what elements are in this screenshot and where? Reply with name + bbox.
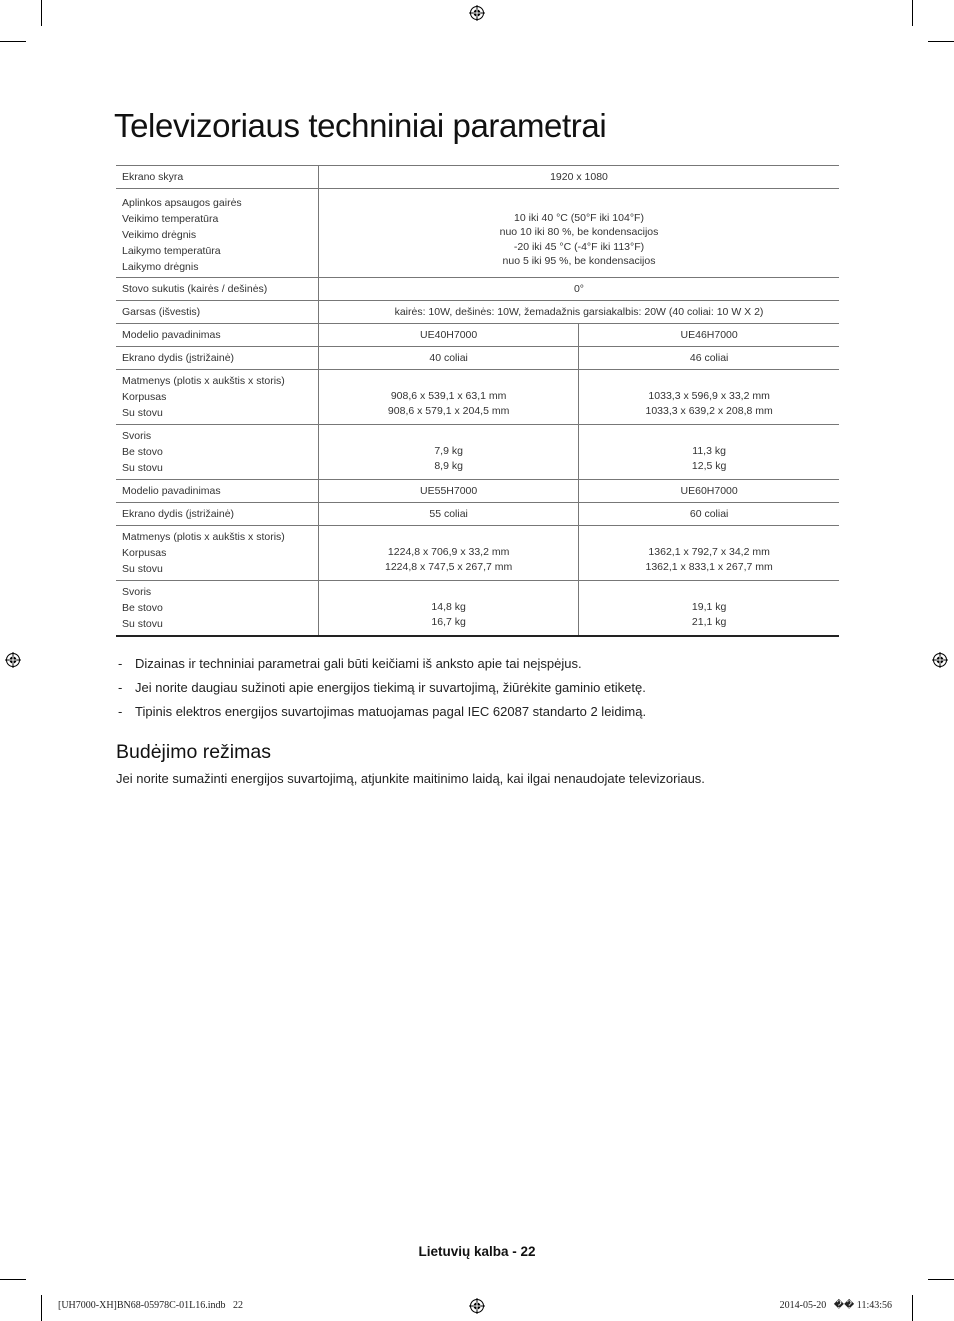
size-a: 40 coliai [319, 347, 579, 370]
value-line: 1362,1 x 792,7 x 34,2 mm [648, 546, 770, 558]
weight-a [319, 425, 579, 480]
label-line: Svoris [122, 586, 152, 598]
value-line: 19,1 kg [691, 601, 727, 613]
row-label [116, 370, 319, 425]
model-a: UE40H7000 [319, 324, 579, 347]
crop-mark [928, 1279, 954, 1280]
table-row [116, 425, 839, 480]
page-number: Lietuvių kalba - 22 [418, 1244, 536, 1259]
row-label [116, 581, 319, 637]
value-line: 14,8 kg [431, 601, 466, 613]
label-line: Su stovu [122, 618, 163, 630]
label-line: Veikimo drėgnis [122, 229, 197, 241]
notes-list [118, 654, 838, 726]
size-b: 60 coliai [579, 503, 839, 526]
section-body: Jei norite sumažinti energijos suvartojimą, atjunkite maitinimo laidą, kai ilgai nenaudojate televizoriaus. [116, 771, 705, 786]
table-row [116, 480, 839, 503]
value-line: 8,9 kg [434, 460, 463, 472]
crosshair-registration-icon [5, 652, 21, 668]
weight-a [319, 581, 579, 637]
value-line: 11,3 kg [692, 445, 726, 457]
table-row [116, 526, 839, 581]
crosshair-registration-icon [469, 1298, 485, 1314]
label-line: Su stovu [122, 563, 163, 575]
weight-b [579, 425, 839, 480]
list-dash: - [118, 704, 123, 719]
row-label: Modelio pavadinimas [116, 480, 319, 503]
dims-a [319, 526, 579, 581]
label-line: Veikimo temperatūra [122, 213, 219, 225]
spec-table [116, 165, 839, 637]
list-dash: - [118, 656, 123, 671]
dims-a [319, 370, 579, 425]
page-title: Televizoriaus techniniai parametrai [114, 107, 607, 144]
table-row [116, 166, 839, 189]
crop-mark [928, 41, 954, 42]
value-line: 21,1 kg [691, 616, 727, 628]
table-row [116, 301, 839, 324]
value-line: nuo 5 iki 95 %, be kondensacijos [502, 255, 656, 267]
file-info: [UH7000-XH]BN68-05978C-01L16.indb 22 [58, 1300, 243, 1311]
model-a: UE55H7000 [319, 480, 579, 503]
label-line: Svoris [122, 430, 152, 442]
label-line: Su stovu [122, 462, 163, 474]
row-value: 1920 x 1080 [319, 166, 840, 189]
label-line: Matmenys (plotis x aukštis x storis) [122, 531, 285, 543]
row-label: Stovo sukutis (kairės / dešinės) [116, 278, 319, 301]
crop-mark [912, 0, 913, 26]
row-label: Ekrano dydis (įstrižainė) [116, 347, 319, 370]
row-label: Ekrano skyra [116, 166, 319, 189]
value-line: 1033,3 x 639,2 x 208,8 mm [645, 405, 773, 417]
table-row [116, 278, 839, 301]
label-line: Laikymo drėgnis [122, 261, 199, 273]
weight-b [579, 581, 839, 637]
value-line: 908,6 x 539,1 x 63,1 mm [390, 390, 507, 402]
note-text: Dizainas ir techniniai parametrai gali būti keičiami iš anksto apie tai neįspėjus. [135, 656, 582, 671]
table-row [116, 503, 839, 526]
table-row [116, 370, 839, 425]
value-line: 16,7 kg [431, 616, 466, 628]
value-line: 1362,1 x 833,1 x 267,7 mm [645, 561, 773, 573]
label-line: Matmenys (plotis x aukštis x storis) [122, 375, 285, 387]
table-row [116, 189, 839, 278]
crop-mark [912, 1295, 913, 1321]
list-item [118, 654, 838, 678]
crop-mark [41, 0, 42, 26]
section-heading: Budėjimo režimas [116, 741, 271, 763]
value-line: -20 iki 45 °C (-4°F iki 113°F) [513, 240, 645, 253]
size-a: 55 coliai [319, 503, 579, 526]
row-label: Garsas (išvestis) [116, 301, 319, 324]
table-row [116, 324, 839, 347]
value-line: 1033,3 x 596,9 x 33,2 mm [648, 390, 770, 402]
print-timestamp: 2014-05-20 �� 11:43:56 [779, 1300, 892, 1311]
list-dash: - [118, 680, 123, 695]
size-b: 46 coliai [579, 347, 839, 370]
crosshair-registration-icon [932, 652, 948, 668]
value-line: 1224,8 x 706,9 x 33,2 mm [387, 546, 510, 558]
row-label [116, 425, 319, 480]
dims-b [579, 370, 839, 425]
value-line: 12,5 kg [691, 460, 727, 472]
crosshair-registration-icon [469, 5, 485, 21]
crop-mark [0, 41, 26, 42]
value-line: 10 iki 40 °C (50°F iki 104°F) [514, 211, 644, 224]
label-line: Korpusas [122, 547, 167, 559]
model-b: UE46H7000 [579, 324, 839, 347]
value-line: 7,9 kg [434, 445, 463, 457]
row-value: kairės: 10W, dešinės: 10W, žemadažnis garsiakalbis: 20W (40 coliai: 10 W X 2) [319, 301, 840, 324]
list-item [118, 702, 838, 726]
row-value [319, 189, 840, 278]
note-text: Tipinis elektros energijos suvartojimas matuojamas pagal IEC 62087 standarto 2 leidimą. [135, 704, 647, 719]
crop-mark [0, 1279, 26, 1280]
label-line: Korpusas [122, 391, 167, 403]
row-value: 0° [319, 278, 840, 301]
row-label [116, 189, 319, 278]
list-item [118, 678, 838, 702]
row-label: Ekrano dydis (įstrižainė) [116, 503, 319, 526]
note-text: Jei norite daugiau sužinoti apie energijos tiekimą ir suvartojimą, žiūrėkite gaminio etiketę. [135, 680, 646, 695]
label-line: Be stovo [122, 602, 163, 614]
dims-b [579, 526, 839, 581]
crop-mark [41, 1295, 42, 1321]
label-line: Aplinkos apsaugos gairės [122, 197, 242, 209]
table-row [116, 581, 839, 637]
model-b: UE60H7000 [579, 480, 839, 503]
label-line: Su stovu [122, 407, 163, 419]
table-row [116, 347, 839, 370]
value-line: 1224,8 x 747,5 x 267,7 mm [385, 561, 513, 573]
row-label [116, 526, 319, 581]
value-line: nuo 10 iki 80 %, be kondensacijos [499, 226, 659, 238]
value-line: 908,6 x 579,1 x 204,5 mm [387, 405, 510, 417]
label-line: Be stovo [122, 446, 163, 458]
label-line: Laikymo temperatūra [122, 245, 221, 257]
row-label: Modelio pavadinimas [116, 324, 319, 347]
